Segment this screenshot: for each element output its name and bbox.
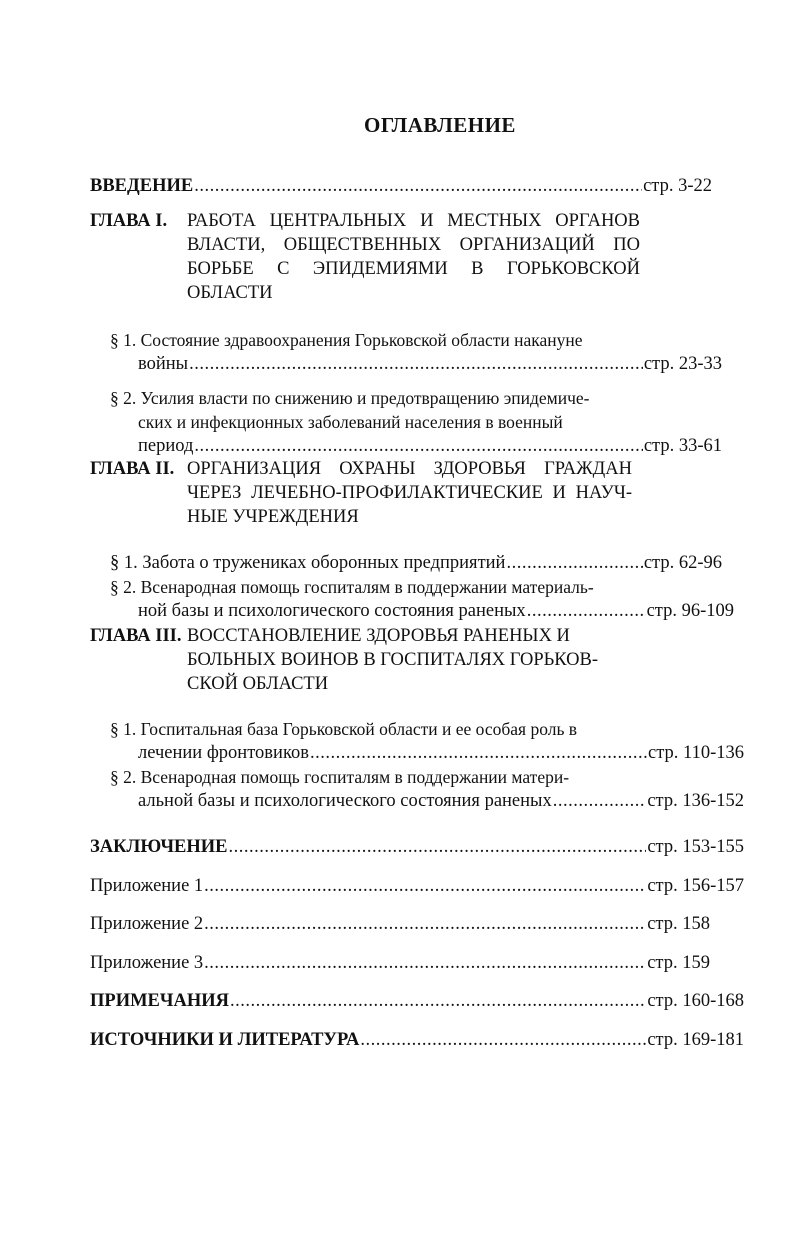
- toc-entry-intro: [90, 174, 712, 198]
- section-line: § 2. Всенародная помощь госпиталям в поддержании матери-: [110, 767, 570, 787]
- toc-entry-label: Приложение 3: [90, 953, 204, 973]
- section-line: альной базы и психологического состояния раненых: [138, 791, 552, 811]
- toc-entry-page: стр. 23-33: [643, 354, 722, 374]
- chapter-title-line: БОРЬБЕ С ЭПИДЕМИЯМИ В ГОРЬКОВСКОЙ: [187, 259, 640, 279]
- chapter-title-line: ВЛАСТИ, ОБЩЕСТВЕННЫХ ОРГАНИЗАЦИЙ ПО: [187, 235, 640, 255]
- toc-entry-page: стр. 156-157: [647, 876, 744, 896]
- toc-entry-page: стр. 62-96: [643, 553, 722, 573]
- leader-dots: [360, 1028, 646, 1052]
- leader-dots: [189, 352, 643, 376]
- toc-entry-label: Приложение 1: [90, 876, 204, 896]
- toc-entry-conclusion: [90, 835, 744, 859]
- section-line: § 1. Госпитальная база Горьковской области и ее особая роль в: [110, 719, 578, 739]
- toc-entry-ch3-s1: [138, 741, 744, 765]
- chapter-2-heading: [90, 457, 632, 481]
- leader-dots: [194, 174, 642, 198]
- toc-entry-appendix-3: [90, 951, 710, 975]
- chapter-label: ГЛАВА III.: [90, 626, 182, 646]
- leader-dots: [553, 789, 647, 813]
- leader-dots: [229, 835, 647, 859]
- toc-entry-page: стр. 96-109: [646, 601, 734, 621]
- toc-entry-label: ВВЕДЕНИЕ: [90, 176, 194, 196]
- section-line: период: [138, 436, 194, 456]
- toc-entry-label: Приложение 2: [90, 914, 204, 934]
- toc-entry-page: стр. 3-22: [643, 176, 712, 196]
- leader-dots: [204, 874, 646, 898]
- chapter-title-line: ОБЛАСТИ: [187, 283, 273, 303]
- section-line: лечении фронтовиков: [138, 743, 309, 763]
- toc-entry-notes: [90, 989, 744, 1013]
- toc-entry-label: ПРИМЕЧАНИЯ: [90, 991, 229, 1011]
- toc-entry-ch1-s1: [138, 352, 722, 376]
- section-line: § 2. Всенародная помощь госпиталям в поддержании материаль-: [110, 577, 594, 597]
- section-line: § 2. Усилия власти по снижению и предотвращению эпидемиче-: [110, 388, 590, 408]
- section-line: § 1. Забота о тружениках оборонных предприятий: [110, 553, 506, 573]
- leader-dots: [230, 989, 646, 1013]
- toc-entry-page: стр. 159: [647, 953, 710, 973]
- chapter-title-line: СКОЙ ОБЛАСТИ: [187, 674, 329, 694]
- chapter-3-heading: [90, 624, 594, 648]
- toc-entry-page: стр. 33-61: [643, 436, 722, 456]
- page-title: ОГЛАВЛЕНИЕ: [364, 113, 516, 137]
- toc-entry-appendix-2: [90, 912, 710, 936]
- toc-entry-page: стр. 136-152: [647, 791, 744, 811]
- toc-entry-ch2-s2: [138, 599, 734, 623]
- toc-entry-ch3-s2: [138, 789, 744, 813]
- chapter-title-line: ВОССТАНОВЛЕНИЕ ЗДОРОВЬЯ РАНЕНЫХ И: [187, 626, 570, 646]
- toc-entry-ch1-s2: [138, 434, 722, 458]
- chapter-title-line: ЧЕРЕЗ ЛЕЧЕБНО-ПРОФИЛАКТИЧЕСКИЕ И НАУЧ-: [187, 483, 632, 503]
- chapter-label: ГЛАВА I.: [90, 211, 168, 231]
- toc-entry-label: ЗАКЛЮЧЕНИЕ: [90, 837, 228, 857]
- leader-dots: [310, 741, 647, 765]
- chapter-label: ГЛАВА II.: [90, 459, 175, 479]
- chapter-1-heading: [90, 209, 640, 233]
- section-line: войны: [138, 354, 189, 374]
- leader-dots: [204, 912, 646, 936]
- toc-entry-page: стр. 158: [647, 914, 710, 934]
- toc-entry-page: стр. 169-181: [647, 1030, 744, 1050]
- toc-entry-page: стр. 110-136: [648, 743, 744, 763]
- section-line: ских и инфекционных заболеваний населения в военный: [138, 412, 563, 432]
- leader-dots: [527, 599, 646, 623]
- leader-dots: [194, 434, 642, 458]
- leader-dots: [204, 951, 646, 975]
- chapter-title-line: НЫЕ УЧРЕЖДЕНИЯ: [187, 507, 359, 527]
- chapter-title-line: ОРГАНИЗАЦИЯ ОХРАНЫ ЗДОРОВЬЯ ГРАЖДАН: [187, 459, 632, 479]
- toc-entry-page: стр. 160-168: [647, 991, 744, 1011]
- toc-entry-page: стр. 153-155: [647, 837, 744, 857]
- toc-entry-ch2-s1: [110, 551, 722, 575]
- leader-dots: [506, 551, 642, 575]
- chapter-title-line: БОЛЬНЫХ ВОИНОВ В ГОСПИТАЛЯХ ГОРЬКОВ-: [187, 650, 599, 670]
- toc-entry-appendix-1: [90, 874, 744, 898]
- chapter-title-line: РАБОТА ЦЕНТРАЛЬНЫХ И МЕСТНЫХ ОРГАНОВ: [187, 211, 640, 231]
- section-line: ной базы и психологического состояния раненых: [138, 601, 526, 621]
- toc-entry-sources: [90, 1028, 744, 1052]
- toc-entry-label: ИСТОЧНИКИ И ЛИТЕРАТУРА: [90, 1030, 360, 1050]
- section-line: § 1. Состояние здравоохранения Горьковской области накануне: [110, 330, 583, 350]
